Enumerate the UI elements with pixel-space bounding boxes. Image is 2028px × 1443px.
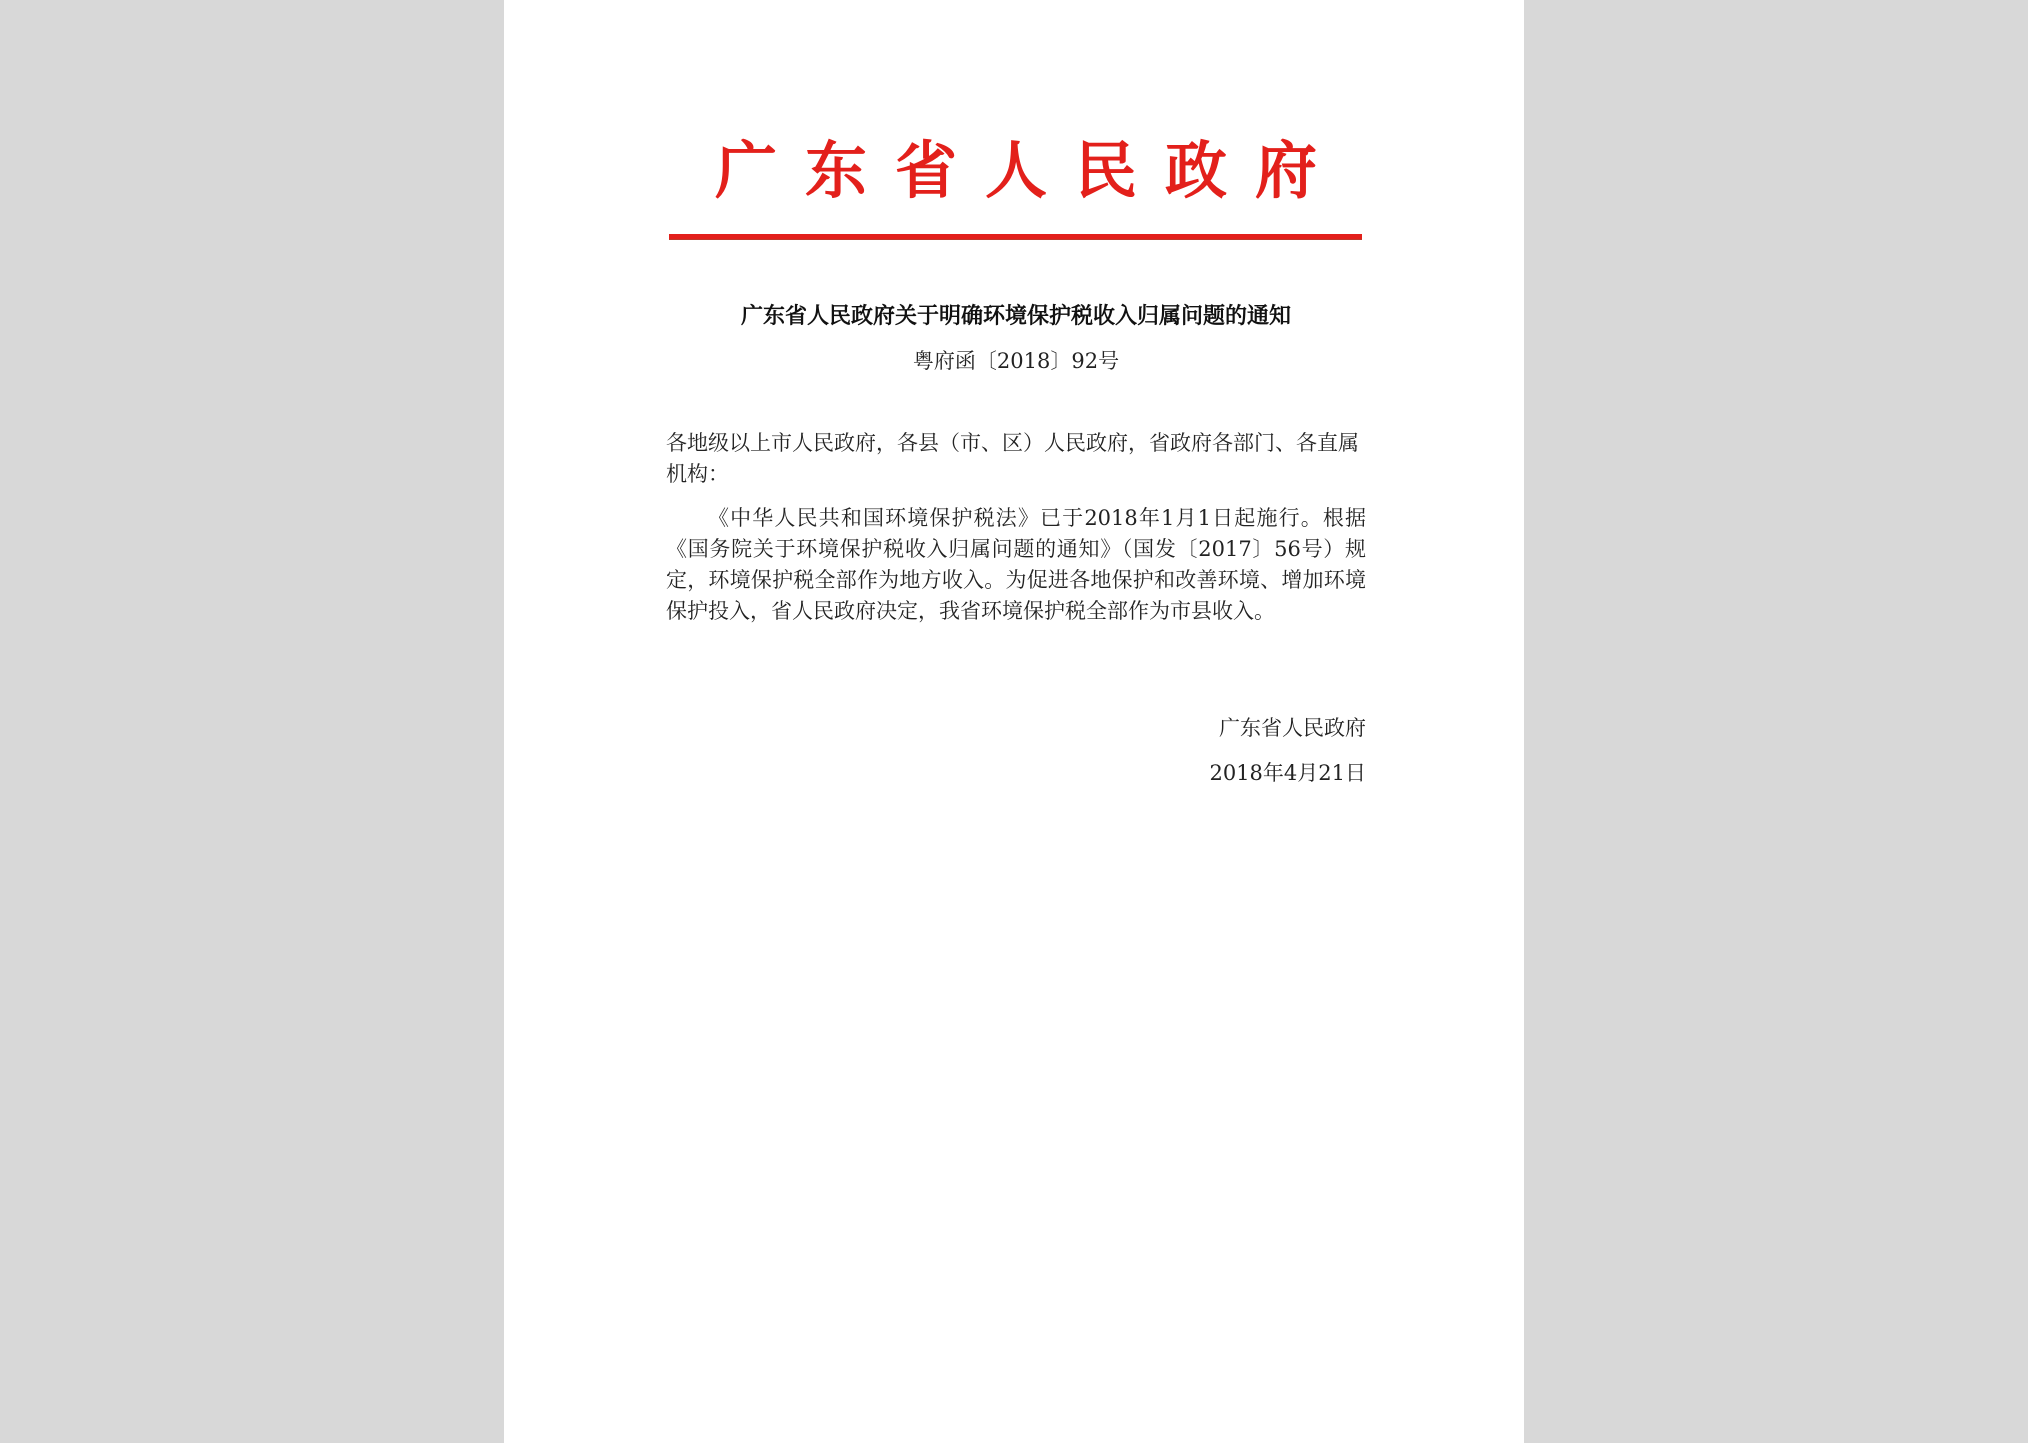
red-divider-rule [669, 234, 1362, 239]
masthead: 广东省人民政府 [714, 134, 1345, 207]
document-title: 广东省人民政府关于明确环境保护税收入归属问题的通知 [740, 303, 1291, 329]
signature-issuer: 广东省人民政府 [1219, 716, 1366, 740]
body-paragraph: 《中华人民共和国环境保护税法》已于2018年1月1日起施行。根据《国务院关于环境保护税收入归属问题的通知》（国发〔2017〕56号）规定，环境保护税全部作为地方收入。为促进各地保护和改善环境、增加环境保护投入，省人民政府决定，我省环境保护税全部作为市县收入。 [666, 506, 1366, 623]
document-page [504, 0, 1524, 1443]
issue-date: 2018年4月21日 [1209, 761, 1366, 785]
salutation: 各地级以上市人民政府，各县（市、区）人民政府，省政府各部门、各直属机构： [666, 431, 1359, 486]
document-number: 粤府函〔2018〕92号 [912, 349, 1120, 373]
